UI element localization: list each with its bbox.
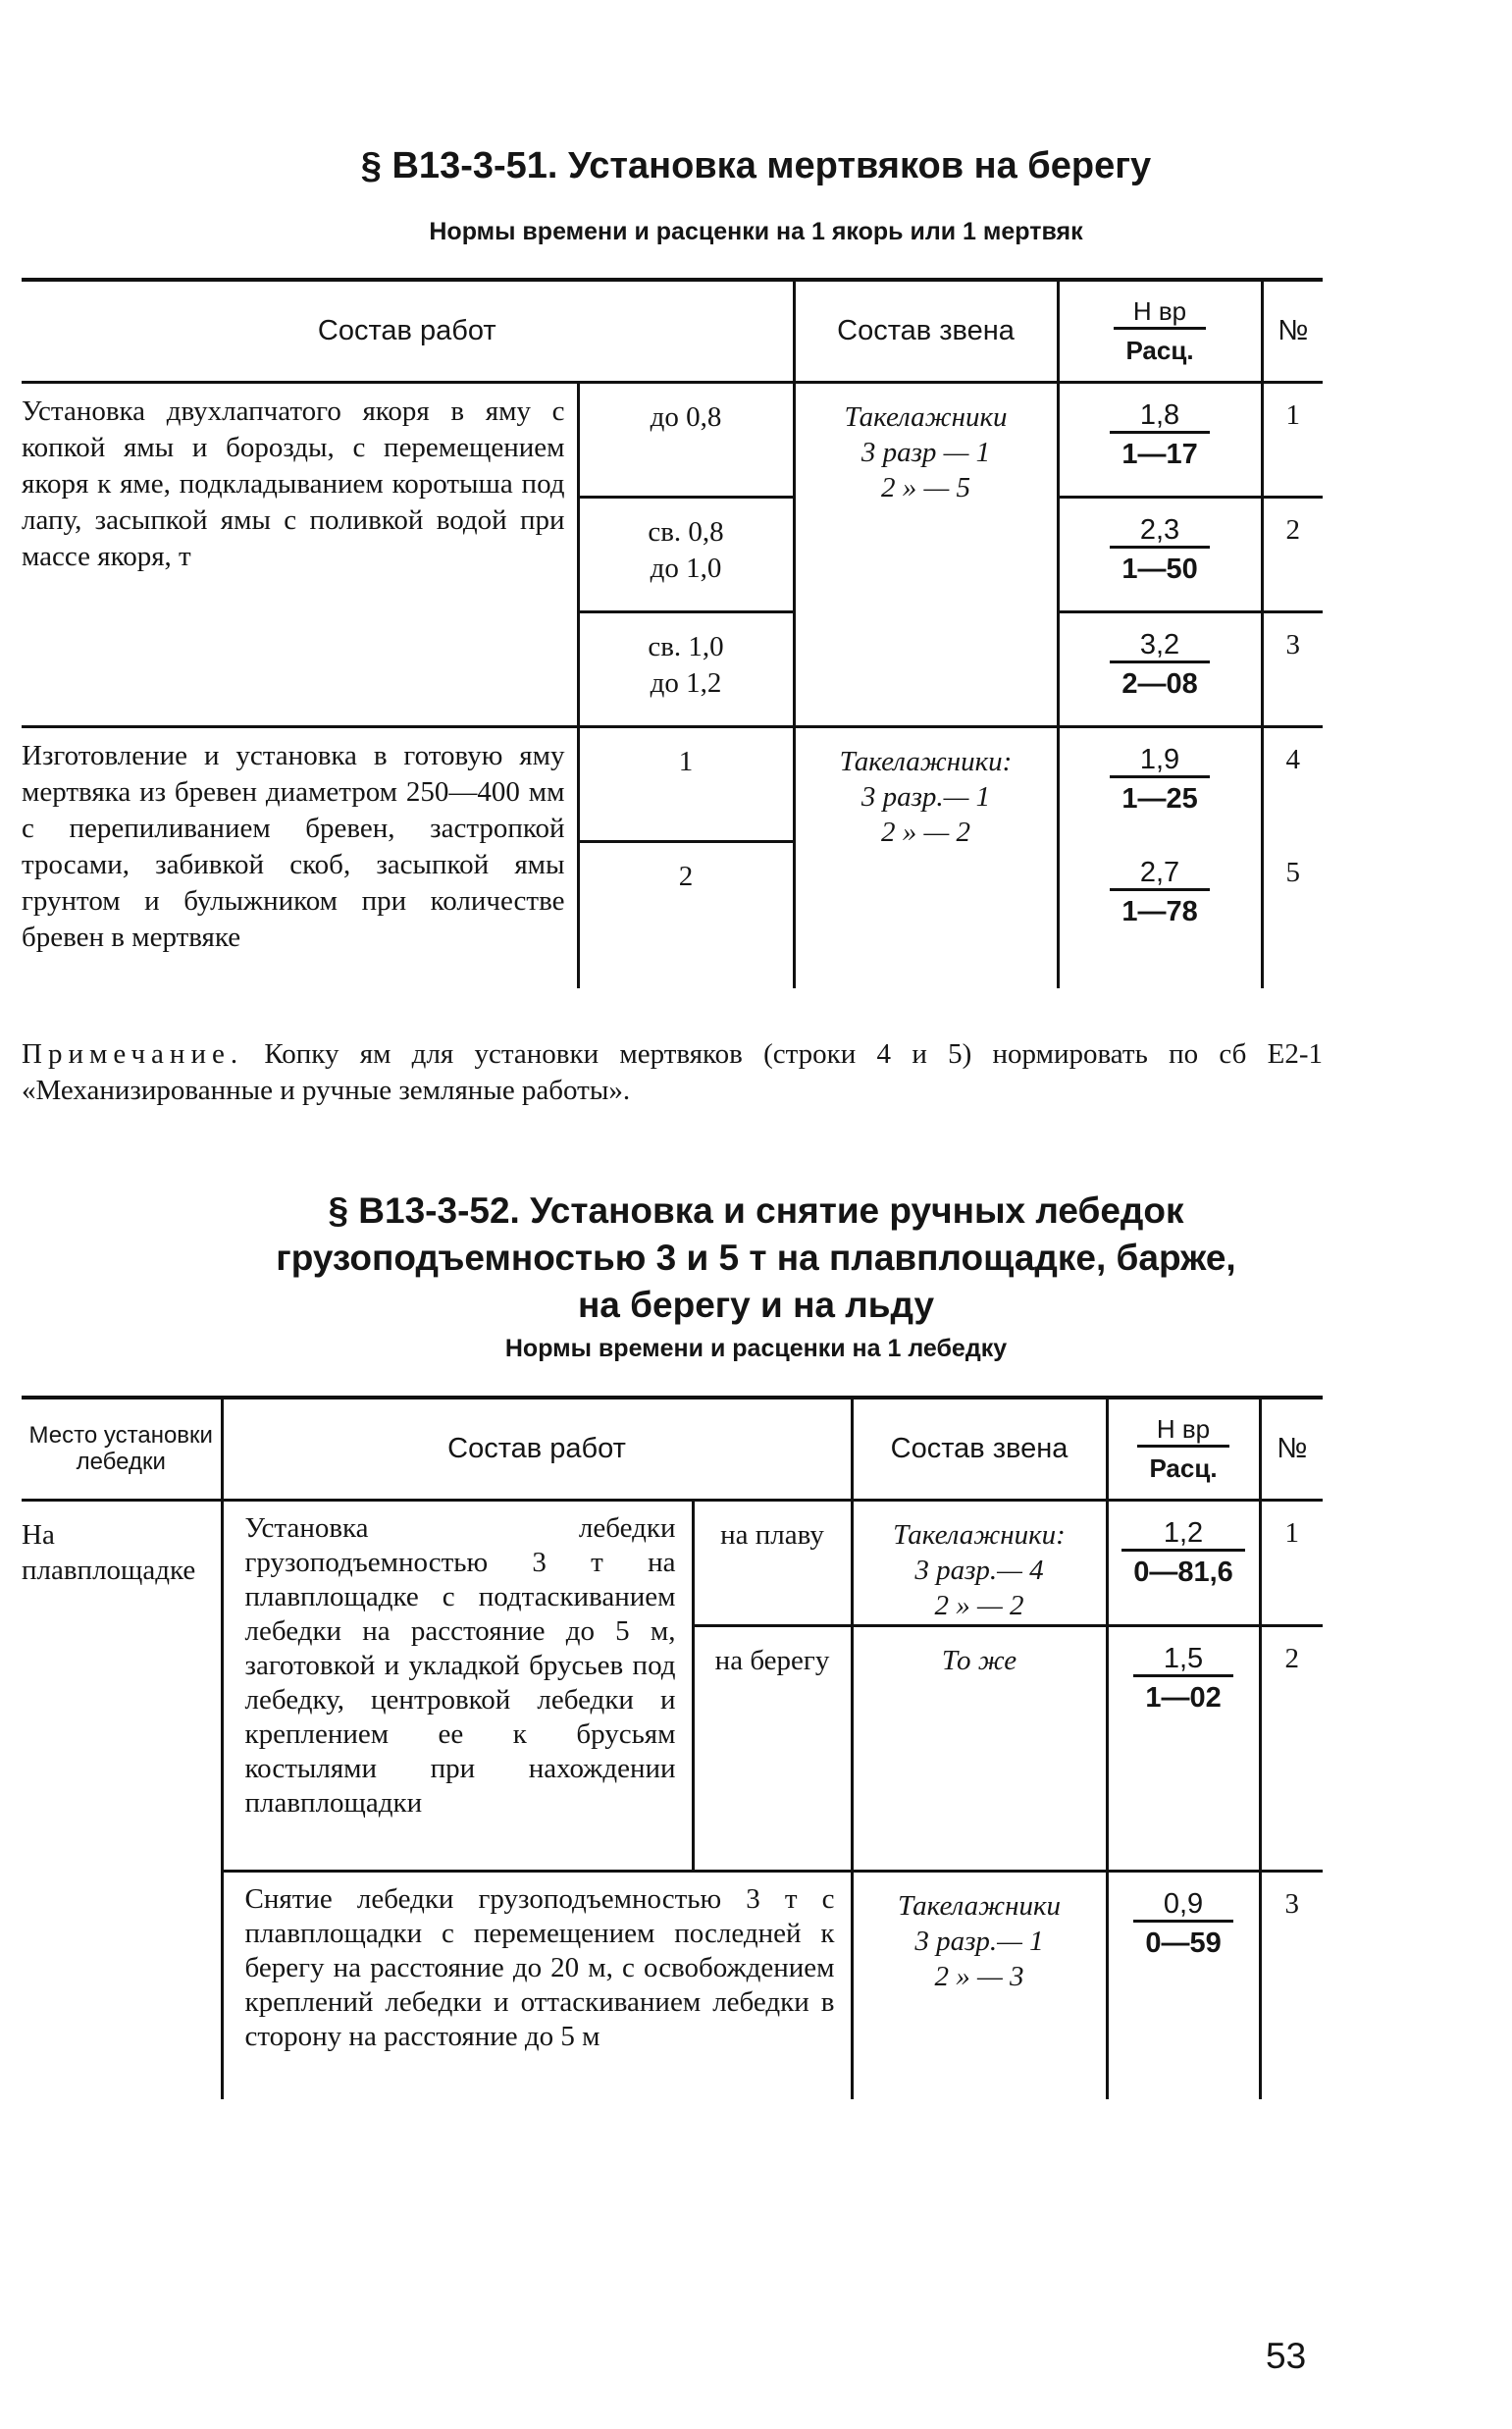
row-number: 2 — [1260, 1625, 1323, 1871]
header-no: № — [1262, 280, 1323, 382]
norm-cell: $\frac{1,9}{1—25}$ — [1058, 726, 1262, 841]
crew-cell: Такелажники 3 разр — 1 2 » — 5 — [794, 382, 1058, 726]
section-title: § В13-3-52. Установка и снятие ручных лебедок грузоподъемностью 3 и 5 т на плавплощадке, барже, на берегу и на льду — [276, 1190, 1236, 1325]
row-number: 5 — [1285, 857, 1301, 888]
table-note: Примечание. Копку ям для установки мертвяков (строки 4 и 5) нормировать по сб Е2-1 «Механизированные и ручные земляные работы». — [22, 1038, 1323, 1106]
work-description: Установка лебедки грузоподъемностью 3 т на плавплощадке с подтаскиванием лебедки на расстояние до 5 м, заготовкой и укладкой брусьев под лебедку, центровкой лебедки и креплением ее к брусьям костылями при нахождении плавплощадки — [222, 1500, 693, 1871]
header-norm: $\frac{\text{Н вр}}{\text{Расц.}}$ — [1058, 280, 1262, 382]
norm-cell: $\frac{1,8}{1—17}$ — [1058, 382, 1262, 497]
row-number: 1 — [1262, 382, 1323, 497]
crew-cell: Такелажники 3 разр.— 1 2 » — 3 — [852, 1871, 1107, 2099]
norms-table-2 — [22, 1396, 1323, 2099]
section-title: § В13-3-51. Установка мертвяков на берегу — [360, 145, 1152, 186]
header-crew: Состав звена — [794, 280, 1058, 382]
header-no: № — [1260, 1398, 1323, 1500]
norm-cell: $\frac{2,7}{1—78}$ — [1058, 841, 1262, 988]
norm-cell: $\frac{0,9}{0—59}$ — [1107, 1871, 1260, 2099]
param-cell: 2 — [578, 841, 794, 988]
param-cell: св. 1,0 до 1,2 — [578, 611, 794, 726]
row-number: 4 — [1285, 743, 1301, 775]
norm-cell: $\frac{2,3}{1—50}$ — [1058, 497, 1262, 611]
section-subtitle: Нормы времени и расценки на 1 якорь или 1 мертвяк — [429, 218, 1083, 245]
header-crew: Состав звена — [852, 1398, 1107, 1500]
norms-table-1 — [22, 278, 1323, 988]
work-description: Снятие лебедки грузоподъемностью 3 т с плавплощадки с перемещением последней к берегу на расстояние до 20 м, с освобождением креплений лебедки и оттаскиванием лебедки в сторону на расстояние до 5 м — [222, 1871, 852, 2099]
norm-cell: $\frac{1,2}{0—81,6}$ — [1107, 1500, 1260, 1625]
param-cell: на берегу — [693, 1625, 852, 1871]
work-description: Установка двухлапчатого якоря в яму с копкой ямы и борозды, с перемещением якоря к яме, подкладыванием коротыша под лапу, засыпкой ямы с поливкой водой при массе якоря, т — [22, 382, 578, 726]
crew-cell: Такелажники: 3 разр.— 1 2 » — 2 — [794, 726, 1058, 988]
norm-cell: $\frac{1,5}{1—02}$ — [1107, 1625, 1260, 1871]
work-description: Изготовление и установка в готовую яму мертвяка из бревен диаметром 250—400 мм с перепиливанием бревен, застропкой тросами, забивкой скоб, засыпкой ямы грунтом и булыжником при количестве бревен в мертвяке — [22, 726, 578, 988]
header-work: Состав работ — [222, 1398, 852, 1500]
header-norm: $\frac{\text{Н вр}}{\text{Расц.}}$ — [1107, 1398, 1260, 1500]
param-cell: на плаву — [693, 1500, 852, 1625]
crew-cell: То же — [852, 1625, 1107, 1871]
param-cell: 1 — [578, 726, 794, 841]
crew-cell: Такелажники: 3 разр.— 4 2 » — 2 — [852, 1500, 1107, 1625]
row-number: 1 — [1260, 1500, 1323, 1625]
row-number: 3 — [1262, 611, 1323, 726]
row-number: 2 — [1262, 497, 1323, 611]
param-cell: до 0,8 — [578, 382, 794, 497]
place-cell: На плавплощадке — [22, 1500, 222, 2099]
param-cell: св. 0,8 до 1,0 — [578, 497, 794, 611]
header-place: Место установки лебедки — [22, 1398, 222, 1500]
norm-cell: $\frac{3,2}{2—08}$ — [1058, 611, 1262, 726]
row-number: 3 — [1284, 1887, 1300, 1920]
section-subtitle: Нормы времени и расценки на 1 лебедку — [504, 1335, 1008, 1362]
page-number: 53 — [1266, 2336, 1307, 2376]
header-work: Состав работ — [22, 280, 794, 382]
